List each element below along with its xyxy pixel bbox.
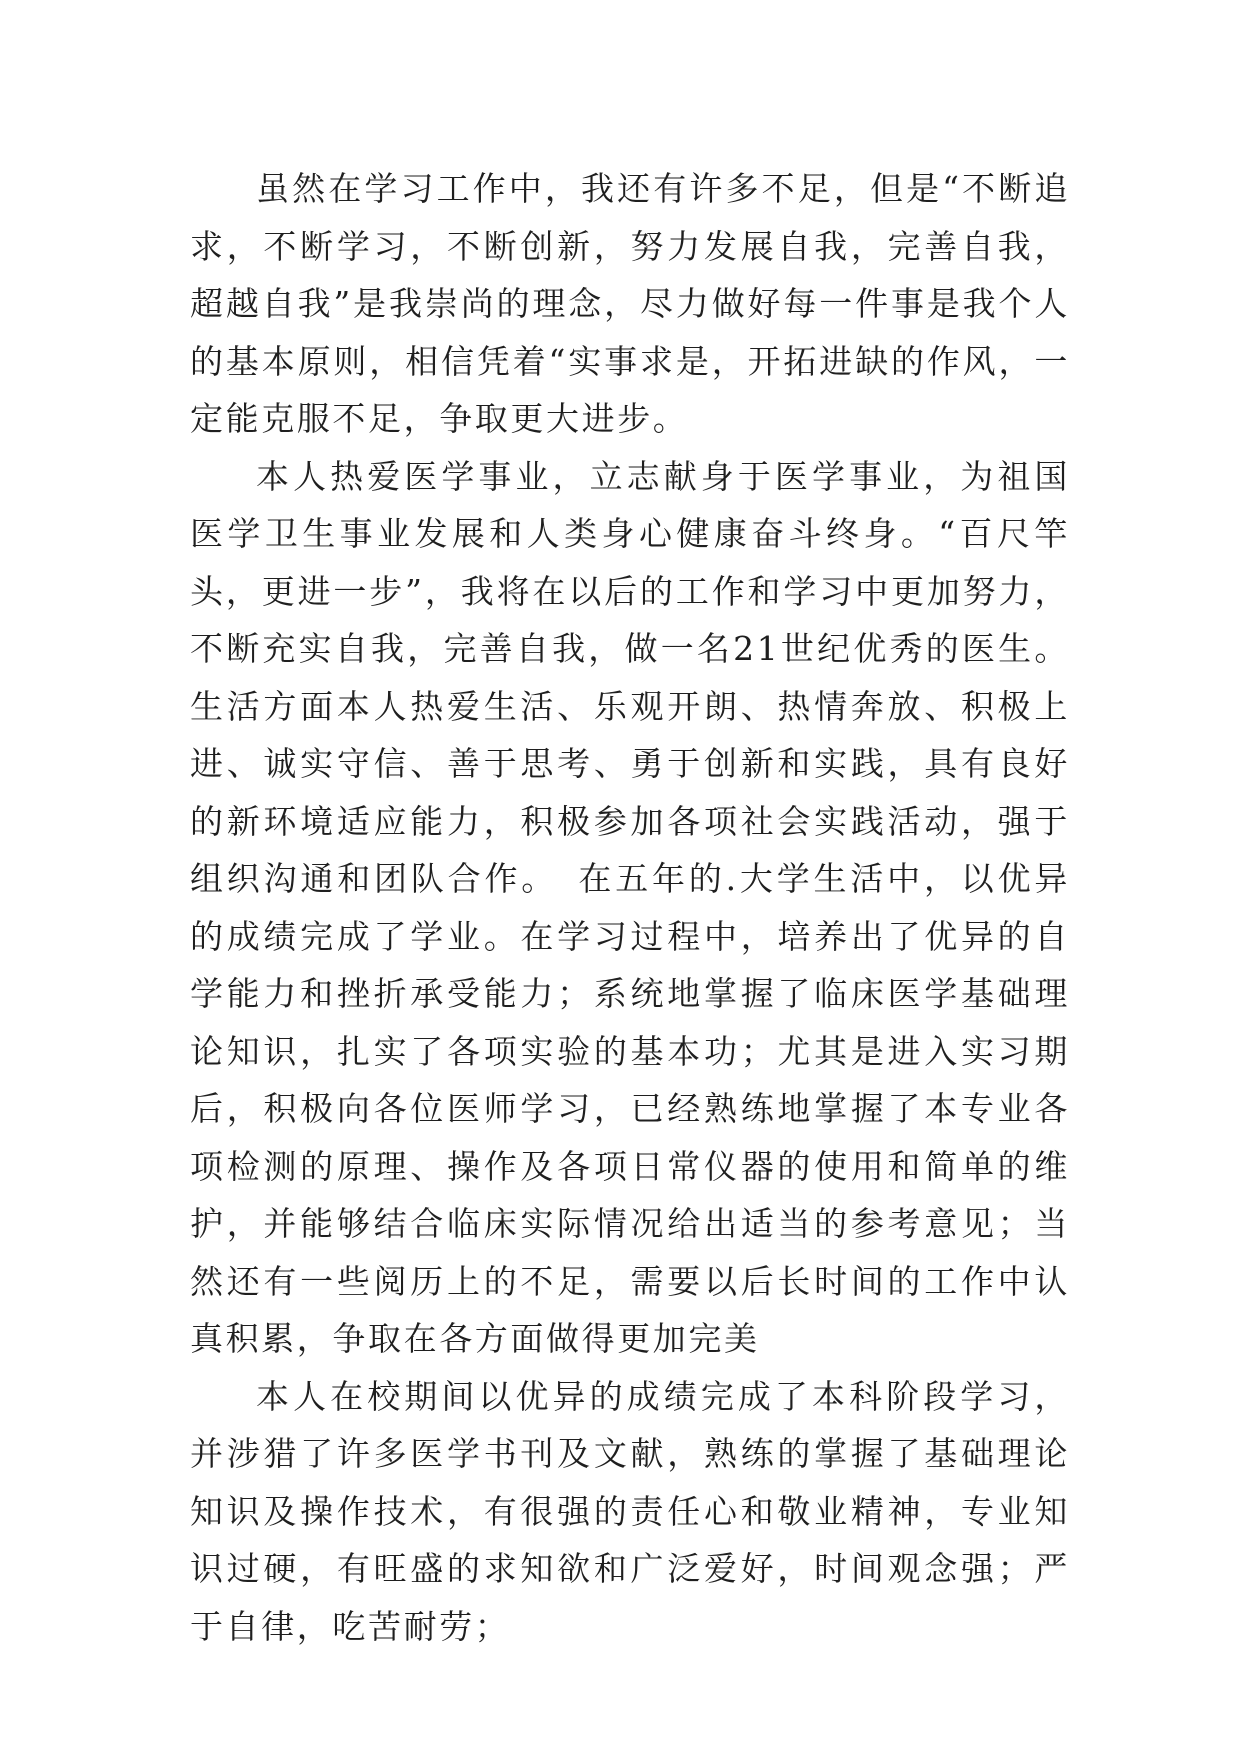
paragraph-3: 本人在校期间以优异的成绩完成了本科阶段学习，并涉猎了许多医学书刊及文献，熟练的掌握了基础理论知识及操作技术，有很强的责任心和敬业精神，专业知识过硬，有旺盛的求知欲和广泛爱好，时间观念强；严于自律，吃苦耐劳；: [190, 1376, 1070, 1646]
paragraph-1: 虽然在学习工作中，我还有许多不足，但是“不断追求，不断学习，不断创新，努力发展自我，完善自我，超越自我”是我崇尚的理念，尽力做好每一件事是我个人的基本原则，相信凭着“实事求是，开拓进缺的作风，一定能克服不足，争取更大进步。: [190, 169, 1070, 438]
paragraph-2: 本人热爱医学事业，立志献身于医学事业，为祖国医学卫生事业发展和人类身心健康奋斗终身。“百尺竿头，更进一步”，我将在以后的工作和学习中更加努力，不断充实自我，完善自我，做一名21世纪优秀的医生。生活方面本人热爱生活、乐观开朗、热情奔放、积极上进、诚实守信、善于思考、勇于创新和实践，具有良好的新环境适应能力，积极参加各项社会实践活动，强于组织沟通和团队合作。 在五年的.大学生活中，以优异的成绩完成了学业。在学习过程中，培养出了优异的自学能力和挫折承受能力；系统地掌握了临床医学基础理论知识，扎实了各项实验的基本功；尤其是进入实习期后，积极向各位医师学习，已经熟练地掌握了本专业各项检测的原理、操作及各项日常仪器的使用和简单的维护，并能够结合临床实际情况给出适当的参考意见；当然还有一些阅历上的不足，需要以后长时间的工作中认真积累，争取在各方面做得更加完美: [190, 456, 1070, 1358]
document-body: [190, 160, 1070, 1655]
